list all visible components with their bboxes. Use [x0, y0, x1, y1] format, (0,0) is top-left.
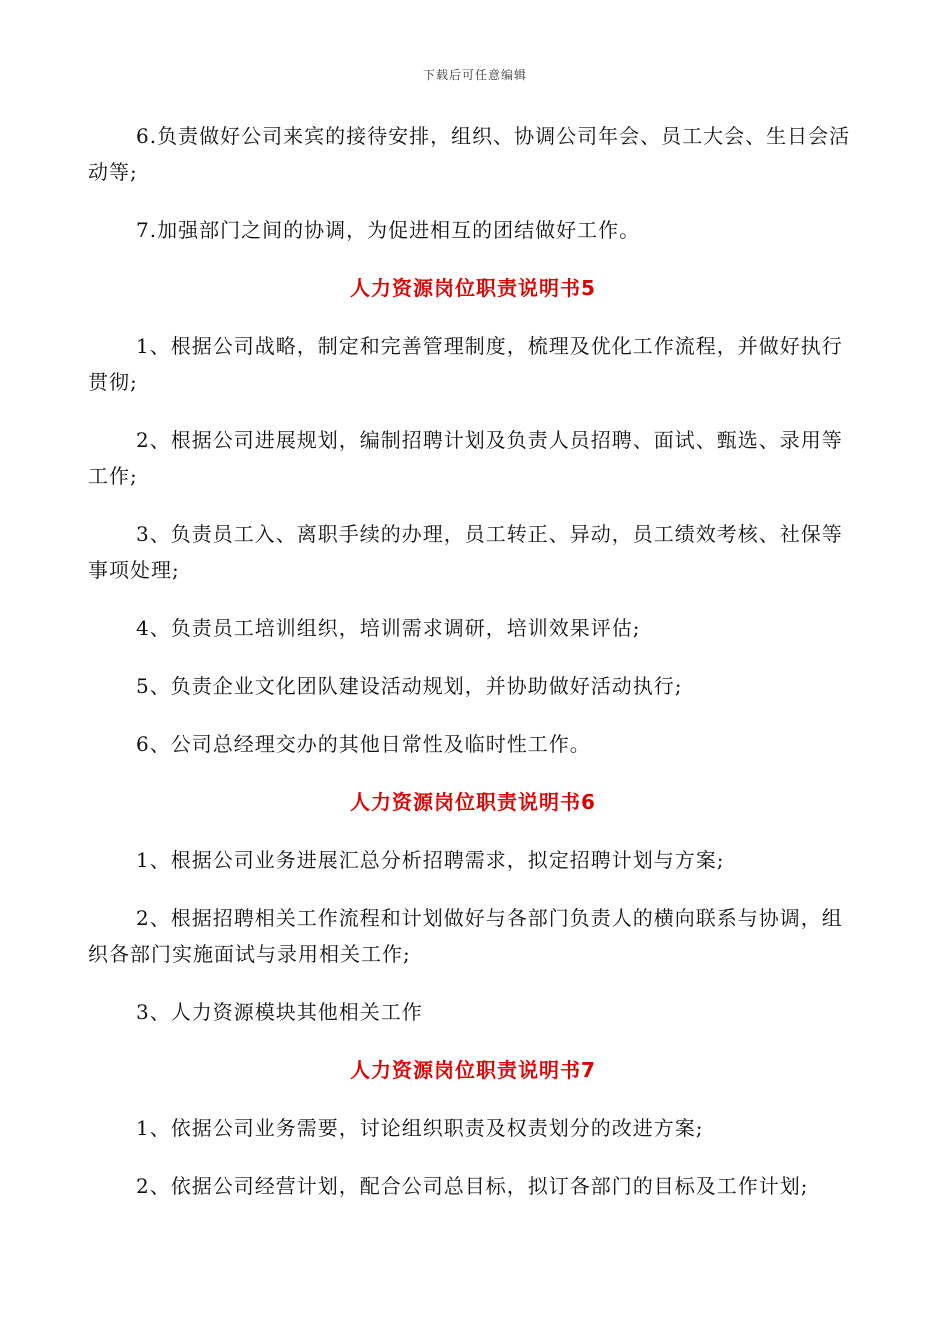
paragraph-s5-item-4: 4、负责员工培训组织，培训需求调研，培训效果评估;	[136, 616, 641, 640]
paragraph-item-7: 7.加强部门之间的协调，为促进相互的团结做好工作。	[136, 218, 641, 242]
paragraph-s5-item-1: 1、根据公司战略，制定和完善管理制度，梳理及优化工作流程，并做好执行贯彻;	[88, 334, 843, 394]
paragraph-s7-item-2: 2、依据公司经营计划，配合公司总目标，拟订各部门的目标及工作计划;	[136, 1174, 809, 1198]
header-note: 下载后可任意编辑	[422, 68, 527, 82]
paragraph-s5-item-5: 5、负责企业文化团队建设活动规划，并协助做好活动执行;	[136, 674, 683, 698]
section-heading-7: 人力资源岗位职责说明书7	[350, 1058, 596, 1082]
paragraph-s6-item-3: 3、人力资源模块其他相关工作	[136, 1000, 423, 1024]
paragraph-s5-item-3: 3、负责员工入、离职手续的办理，员工转正、异动，员工绩效考核、社保等事项处理;	[88, 522, 843, 582]
document-body	[88, 118, 858, 1226]
paragraph-item-6: 6.负责做好公司来宾的接待安排，组织、协调公司年会、员工大会、生日会活动等;	[88, 124, 851, 184]
section-heading-6: 人力资源岗位职责说明书6	[350, 790, 596, 814]
paragraph-s5-item-2: 2、根据公司进展规划，编制招聘计划及负责人员招聘、面试、甄选、录用等工作;	[88, 428, 843, 488]
paragraph-s7-item-1: 1、依据公司业务需要，讨论组织职责及权责划分的改进方案;	[136, 1116, 704, 1140]
section-heading-5: 人力资源岗位职责说明书5	[350, 276, 596, 300]
paragraph-s6-item-2: 2、根据招聘相关工作流程和计划做好与各部门负责人的横向联系与协调，组织各部门实施面试与录用相关工作;	[88, 906, 843, 966]
paragraph-s6-item-1: 1、根据公司业务进展汇总分析招聘需求，拟定招聘计划与方案;	[136, 848, 725, 872]
paragraph-s5-item-6: 6、公司总经理交办的其他日常性及临时性工作。	[136, 732, 591, 756]
